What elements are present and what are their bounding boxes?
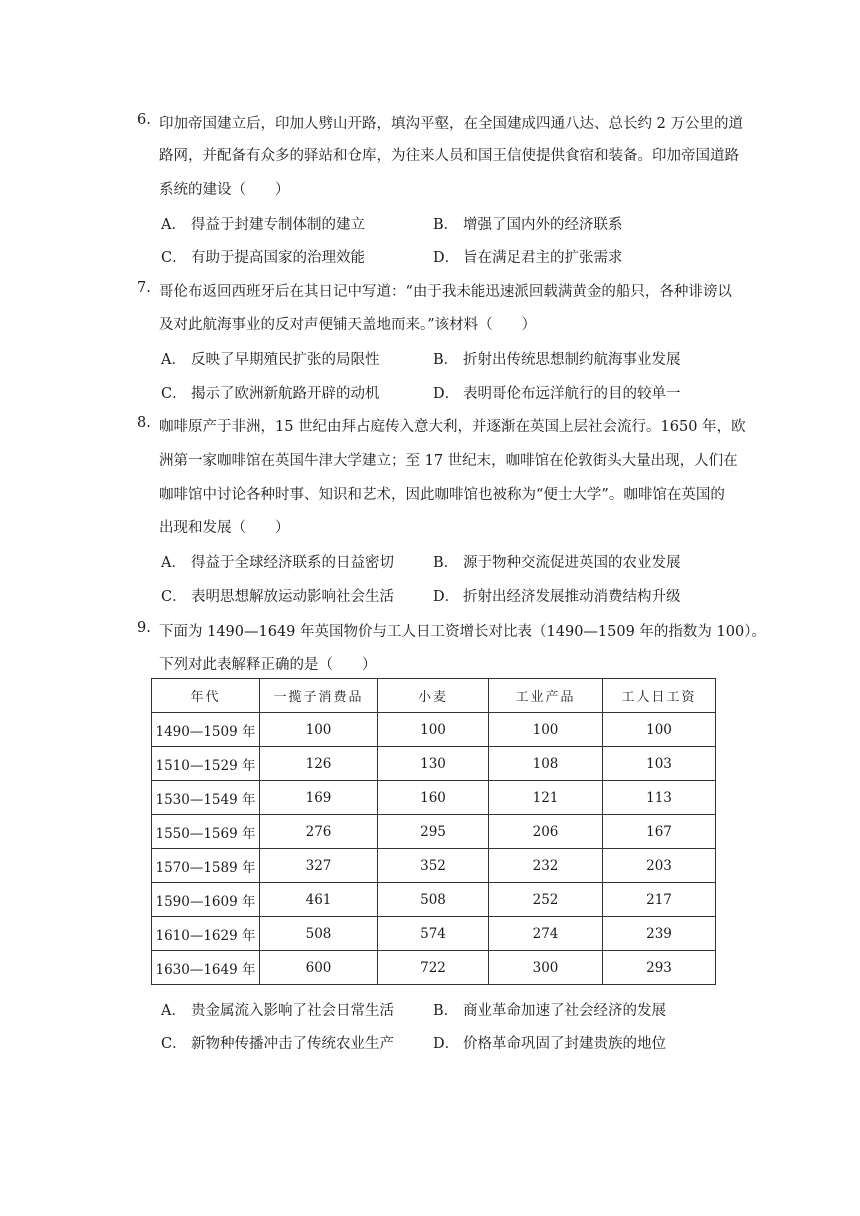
question-9-option-d[interactable]: [433, 1032, 666, 1053]
option-text: 折射出传统思想制约航海事业发展: [463, 352, 681, 368]
table-value-cell: 276: [260, 815, 378, 849]
option-text: 有助于提高国家的治理效能: [191, 250, 365, 266]
table-row: [152, 917, 716, 951]
table-value-cell: 574: [378, 917, 489, 951]
question-6-option-a[interactable]: [161, 213, 365, 234]
table-period-cell: 1610—1629 年: [152, 917, 260, 951]
question-9-line-2: 下列对此表解释正确的是（ ）: [159, 657, 377, 673]
table-value-cell: 300: [489, 951, 603, 985]
table-value-cell: 600: [260, 951, 378, 985]
table-header-cell: 一揽子消费品: [260, 679, 378, 713]
table-period-cell: 1510—1529 年: [152, 747, 260, 781]
table-value-cell: 461: [260, 883, 378, 917]
question-9-line-1: 下面为 1490—1649 年英国物价与工人日工资增长对比表（1490—1509 年的指数为 100）。: [159, 624, 766, 640]
question-9-option-b[interactable]: [433, 999, 666, 1020]
question-9-option-c[interactable]: [161, 1032, 394, 1053]
option-letter: D．: [433, 250, 460, 266]
question-9-option-a[interactable]: [161, 999, 394, 1020]
question-6-line-2: 路网，并配备有众多的驿站和仓库，为往来人员和国王信使提供食宿和装备。印加帝国道路: [159, 148, 739, 164]
option-letter: A．: [161, 217, 186, 233]
option-text: 揭示了欧洲新航路开辟的动机: [191, 386, 380, 402]
question-8-option-b[interactable]: [433, 551, 681, 572]
option-letter: C．: [161, 589, 187, 605]
table-value-cell: 126: [260, 747, 378, 781]
question-6-option-b[interactable]: [433, 213, 623, 234]
question-6-option-d[interactable]: [433, 246, 623, 267]
option-text: 商业革命加速了社会经济的发展: [463, 1003, 666, 1019]
option-letter: C．: [161, 1036, 187, 1052]
table-value-cell: 203: [603, 849, 716, 883]
table-value-cell: 100: [603, 713, 716, 747]
table-value-cell: 100: [378, 713, 489, 747]
table-value-cell: 100: [489, 713, 603, 747]
option-text: 折射出经济发展推动消费结构升级: [463, 589, 681, 605]
question-9-number: 9.: [137, 620, 151, 636]
question-7-option-d[interactable]: [433, 382, 681, 403]
table-value-cell: 121: [489, 781, 603, 815]
option-text: 得益于封建专制体制的建立: [191, 217, 365, 233]
table-value-cell: 167: [603, 815, 716, 849]
option-text: 源于物种交流促进英国的农业发展: [463, 555, 681, 571]
question-7-number: 7.: [137, 280, 151, 296]
option-letter: D．: [433, 1036, 460, 1052]
question-6-option-c[interactable]: [161, 246, 365, 267]
table-value-cell: 160: [378, 781, 489, 815]
option-letter: B．: [433, 217, 459, 233]
table-row: [152, 951, 716, 985]
table-value-cell: 508: [378, 883, 489, 917]
price-wage-table: [151, 678, 716, 985]
option-text: 表明哥伦布远洋航行的目的较单一: [463, 386, 681, 402]
table-row: [152, 849, 716, 883]
table-period-cell: 1530—1549 年: [152, 781, 260, 815]
table-value-cell: 252: [489, 883, 603, 917]
table-value-cell: 130: [378, 747, 489, 781]
option-text: 价格革命巩固了封建贵族的地位: [463, 1036, 666, 1052]
option-letter: D．: [433, 589, 460, 605]
table-period-cell: 1590—1609 年: [152, 883, 260, 917]
question-8-option-a[interactable]: [161, 551, 394, 572]
table-period-cell: 1570—1589 年: [152, 849, 260, 883]
option-text: 反映了早期殖民扩张的局限性: [191, 352, 380, 368]
question-6-number: 6.: [137, 112, 151, 128]
table-period-cell: 1630—1649 年: [152, 951, 260, 985]
question-7-option-c[interactable]: [161, 382, 380, 403]
table-value-cell: 352: [378, 849, 489, 883]
table-value-cell: 232: [489, 849, 603, 883]
question-7-line-2: 及对此航海事业的反对声便铺天盖地而来。”该材料（ ）: [159, 317, 537, 333]
table-value-cell: 217: [603, 883, 716, 917]
table-value-cell: 206: [489, 815, 603, 849]
option-letter: B．: [433, 555, 459, 571]
table-period-cell: 1550—1569 年: [152, 815, 260, 849]
option-letter: B．: [433, 1003, 459, 1019]
option-letter: A．: [161, 352, 186, 368]
table-value-cell: 293: [603, 951, 716, 985]
table-value-cell: 327: [260, 849, 378, 883]
option-letter: C．: [161, 386, 187, 402]
table-header-cell: 工人日工资: [603, 679, 716, 713]
option-letter: C．: [161, 250, 187, 266]
question-8-line-4: 出现和发展（ ）: [159, 520, 290, 536]
question-6-line-3: 系统的建设（ ）: [159, 182, 290, 198]
table-value-cell: 239: [603, 917, 716, 951]
table-value-cell: 508: [260, 917, 378, 951]
table-value-cell: 295: [378, 815, 489, 849]
option-letter: D．: [433, 386, 460, 402]
question-8-option-c[interactable]: [161, 585, 394, 606]
option-text: 表明思想解放运动影响社会生活: [191, 589, 394, 605]
option-text: 贵金属流入影响了社会日常生活: [191, 1003, 394, 1019]
question-8-line-3: 咖啡馆中讨论各种时事、知识和艺术，因此咖啡馆也被称为“便士大学”。咖啡馆在英国的: [159, 487, 725, 503]
question-8-number: 8.: [137, 415, 151, 431]
table-header-cell: 年代: [152, 679, 260, 713]
table-row: [152, 815, 716, 849]
option-text: 得益于全球经济联系的日益密切: [191, 555, 394, 571]
table-header-cell: 小麦: [378, 679, 489, 713]
question-8-line-2: 洲第一家咖啡馆在英国牛津大学建立；至 17 世纪末，咖啡馆在伦敦街头大量出现，人们在: [159, 453, 738, 469]
table-period-cell: 1490—1509 年: [152, 713, 260, 747]
table-header-row: [152, 679, 716, 713]
table-header-cell: 工业产品: [489, 679, 603, 713]
question-7-line-1: 哥伦布返回西班牙后在其日记中写道：“由于我未能迅速派回载满黄金的船只，各种诽谤以: [159, 284, 732, 300]
question-8-line-1: 咖啡原产于非洲，15 世纪由拜占庭传入意大利，并逐渐在英国上层社会流行。1650 年，欧: [159, 419, 746, 435]
table-row: [152, 713, 716, 747]
option-text: 新物种传播冲击了传统农业生产: [191, 1036, 394, 1052]
option-letter: A．: [161, 1003, 186, 1019]
table-value-cell: 100: [260, 713, 378, 747]
question-8-option-d[interactable]: [433, 585, 681, 606]
table-value-cell: 103: [603, 747, 716, 781]
table-value-cell: 113: [603, 781, 716, 815]
option-letter: B．: [433, 352, 459, 368]
question-6-line-1: 印加帝国建立后，印加人劈山开路，填沟平壑，在全国建成四通八达、总长约 2 万公里的道: [159, 116, 743, 132]
table-row: [152, 883, 716, 917]
option-letter: A．: [161, 555, 186, 571]
table-value-cell: 108: [489, 747, 603, 781]
table-value-cell: 169: [260, 781, 378, 815]
table-value-cell: 274: [489, 917, 603, 951]
question-7-option-b[interactable]: [433, 348, 681, 369]
option-text: 旨在满足君主的扩张需求: [463, 250, 623, 266]
option-text: 增强了国内外的经济联系: [463, 217, 623, 233]
table-value-cell: 722: [378, 951, 489, 985]
table-row: [152, 781, 716, 815]
table-row: [152, 747, 716, 781]
question-7-option-a[interactable]: [161, 348, 380, 369]
